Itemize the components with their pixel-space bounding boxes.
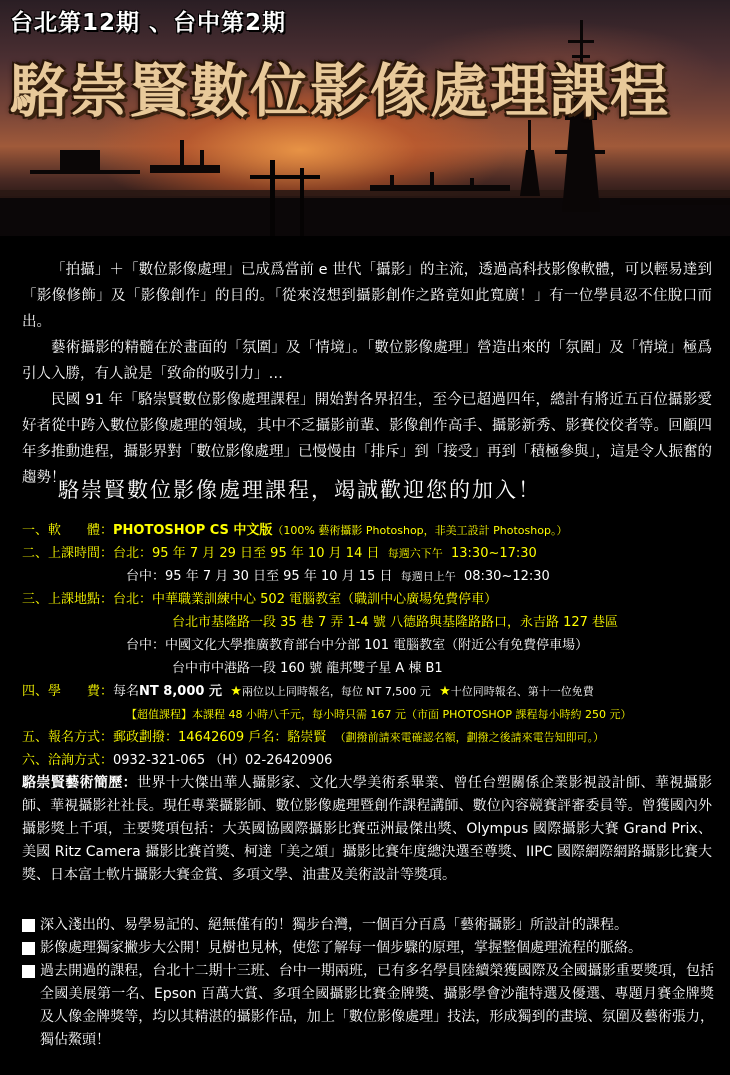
- square-bullet-icon: [22, 942, 35, 955]
- signup-method: 郵政劃撥：14642609 戶名：駱崇賢: [113, 730, 327, 745]
- signup-note: （劃撥前請來電確認名額，劃撥之後請來電告知即可。）: [334, 731, 605, 744]
- fee-tenth-note: 十位同時報名、第十一位免費: [450, 685, 594, 698]
- fee-amount: NT 8,000 元: [139, 684, 222, 699]
- time-taipei-dates: 95 年 7 月 29 日至 95 年 10 月 14 日: [152, 546, 380, 561]
- signup-label: 五、報名方式：: [22, 730, 114, 745]
- time-label: 二、上課時間：: [22, 546, 114, 561]
- info-contact-row: [22, 749, 722, 772]
- list-item: [22, 914, 714, 937]
- location-label: 三、上課地點：: [22, 592, 114, 607]
- fee-prefix: 每名: [113, 684, 140, 699]
- feature-text-1: 深入淺出的、易學易記的、絕無僅有的！獨步台灣，一個百分百爲「藝術攝影」所設計的課程。: [40, 917, 628, 933]
- info-location-taichung-row: [22, 634, 722, 657]
- fee-value-note: 本課程 48 小時八千元，每小時只需 167 元（市面 PHOTOSHOP 課程每小時約 250 元）: [192, 708, 632, 721]
- info-location-taichung-address-row: [22, 657, 722, 680]
- location-taipei-address: 台北市基隆路一段 35 巷 7 弄 1-4 號 八德路與基隆路路口，永吉路 127 巷區: [172, 615, 619, 630]
- time-taipei-day: 每週六下午: [387, 547, 443, 560]
- software-note: （100% 藝術攝影 Photoshop，非美工設計 Photoshop。）: [272, 524, 568, 537]
- intro-section: [22, 257, 712, 491]
- header-banner: [0, 0, 730, 236]
- info-time-taipei-row: [22, 542, 722, 565]
- banner-title: 駱崇賢數位影像處理課程: [10, 57, 671, 125]
- feature-list: [22, 914, 714, 1052]
- welcome-heading: 駱崇賢數位影像處理課程，竭誠歡迎您的加入！: [58, 478, 541, 502]
- software-label: 一、軟 體：: [22, 523, 114, 538]
- fee-value-label: 【超值課程】: [126, 708, 192, 721]
- intro-paragraph-2: 藝術攝影的精髓在於畫面的「氛圍」及「情境」。「數位影像處理」營造出來的「氛圍」及「情境」極爲引人入勝，有人說是「致命的吸引力」…: [22, 340, 712, 382]
- intro-paragraph-3: 民國 91 年「駱崇賢數位影像處理課程」開始對各界招生，至今已超過四年，總計有將近五百位攝影愛好者從中跨入數位影像處理的領域，其中不乏攝影前輩、影像創作高手、攝影新秀、影賽佼佼者等。回顧四年多推動進程，攝影界對「數位影像處理」已慢慢由「排斥」到「接受」再到「積極參與」，這是令人振奮的趨勢！: [22, 392, 712, 486]
- location-taichung-address: 台中市中港路一段 160 號 龍邦雙子星 A 棟 B1: [172, 661, 443, 676]
- star-icon: ★: [439, 684, 451, 699]
- info-fee-value-row: [22, 703, 722, 726]
- location-taichung-venue: 中國文化大學推廣教育部台中分部 101 電腦教室（附近公有免費停車場）: [165, 638, 589, 653]
- location-taipei-venue: 中華職業訓練中心 502 電腦教室（職訓中心廣場免費停車）: [152, 592, 498, 607]
- info-time-taichung-row: [22, 565, 722, 588]
- feature-text-3: 過去開過的課程，台北十二期十三班、台中一期兩班，已有多名學員陸續榮獲國際及全國攝影重要獎項，包括全國美展第一名、Epson 百萬大賞、多項全國攝影比賽金牌獎、攝影學會沙龍特選及優選、專題月賽金牌獎及人像金牌獎等，均以其精湛的攝影作品，加上「數位影像處理」技法，形成獨到的畫境、氛圍及藝術張力，獨佔鰲頭！: [40, 963, 714, 1048]
- info-signup-row: [22, 726, 722, 749]
- course-info: [22, 519, 722, 772]
- banner-subtitle: 台北第12期 、台中第2期: [10, 10, 287, 36]
- list-item: [22, 960, 714, 1052]
- time-taichung-dates: 95 年 7 月 30 日至 95 年 10 月 15 日: [165, 569, 393, 584]
- square-bullet-icon: [22, 965, 35, 978]
- star-icon: ★: [230, 684, 242, 699]
- square-bullet-icon: [22, 919, 35, 932]
- info-fee-row: [22, 680, 722, 703]
- contact-label: 六、洽詢方式：: [22, 753, 114, 768]
- software-value: PHOTOSHOP CS 中文版: [113, 523, 273, 538]
- time-taichung-city: 台中：: [126, 569, 166, 584]
- time-taipei-hours: 13:30~17:30: [451, 546, 537, 561]
- fee-group-note: 兩位以上同時報名，每位 NT 7,500 元: [241, 685, 431, 698]
- intro-paragraph-1: 「拍攝」＋「數位影像處理」已成爲當前 e 世代「攝影」的主流，透過高科技影像軟體，可以輕易達到「影像修飾」及「影像創作」的目的。「從來沒想到攝影創作之路竟如此寬廣！」有一位學員忍不住脫口而出。: [22, 262, 712, 330]
- list-item: [22, 937, 714, 960]
- location-taichung-city: 台中：: [126, 638, 166, 653]
- bio-label: 駱崇賢藝術簡歷：: [22, 775, 138, 791]
- feature-text-2: 影像處理獨家撇步大公開！見樹也見林，使您了解每一個步驟的原理，掌握整個處理流程的脈絡。: [40, 940, 642, 956]
- fee-label: 四、學 費：: [22, 684, 114, 699]
- info-location-taipei-row: [22, 588, 722, 611]
- time-taichung-day: 每週日上午: [400, 570, 456, 583]
- bio-text: 世界十大傑出華人攝影家、文化大學美術系畢業、曾任台塑關係企業影視設計師、華視攝影師、華視攝影社社長。現任專業攝影師、數位影像處理暨創作課程講師、數位內容競賽評審委員等。曾獲國內外攝影獎上千項，主要獎項包括：大英國協國際攝影比賽亞洲最傑出獎、Olympus 國際攝影大賽 Grand Prix、美國 Ritz Camera 攝影比賽首獎、柯達「美之頌」攝影比賽年度總決選至尊獎、IIPC 國際網際網路攝影比賽大獎、日本富士軟片攝影大賽金賞、多項文學、油畫及美術設計等獎項。: [22, 775, 713, 883]
- instructor-bio: [22, 772, 712, 887]
- contact-phone: 0932-321-065 （H）02-26420906: [113, 753, 333, 768]
- info-software-row: [22, 519, 722, 542]
- time-taichung-hours: 08:30~12:30: [463, 569, 550, 584]
- location-taipei-city: 台北：: [113, 592, 153, 607]
- time-taipei-city: 台北：: [113, 546, 153, 561]
- info-location-taipei-address-row: [22, 611, 722, 634]
